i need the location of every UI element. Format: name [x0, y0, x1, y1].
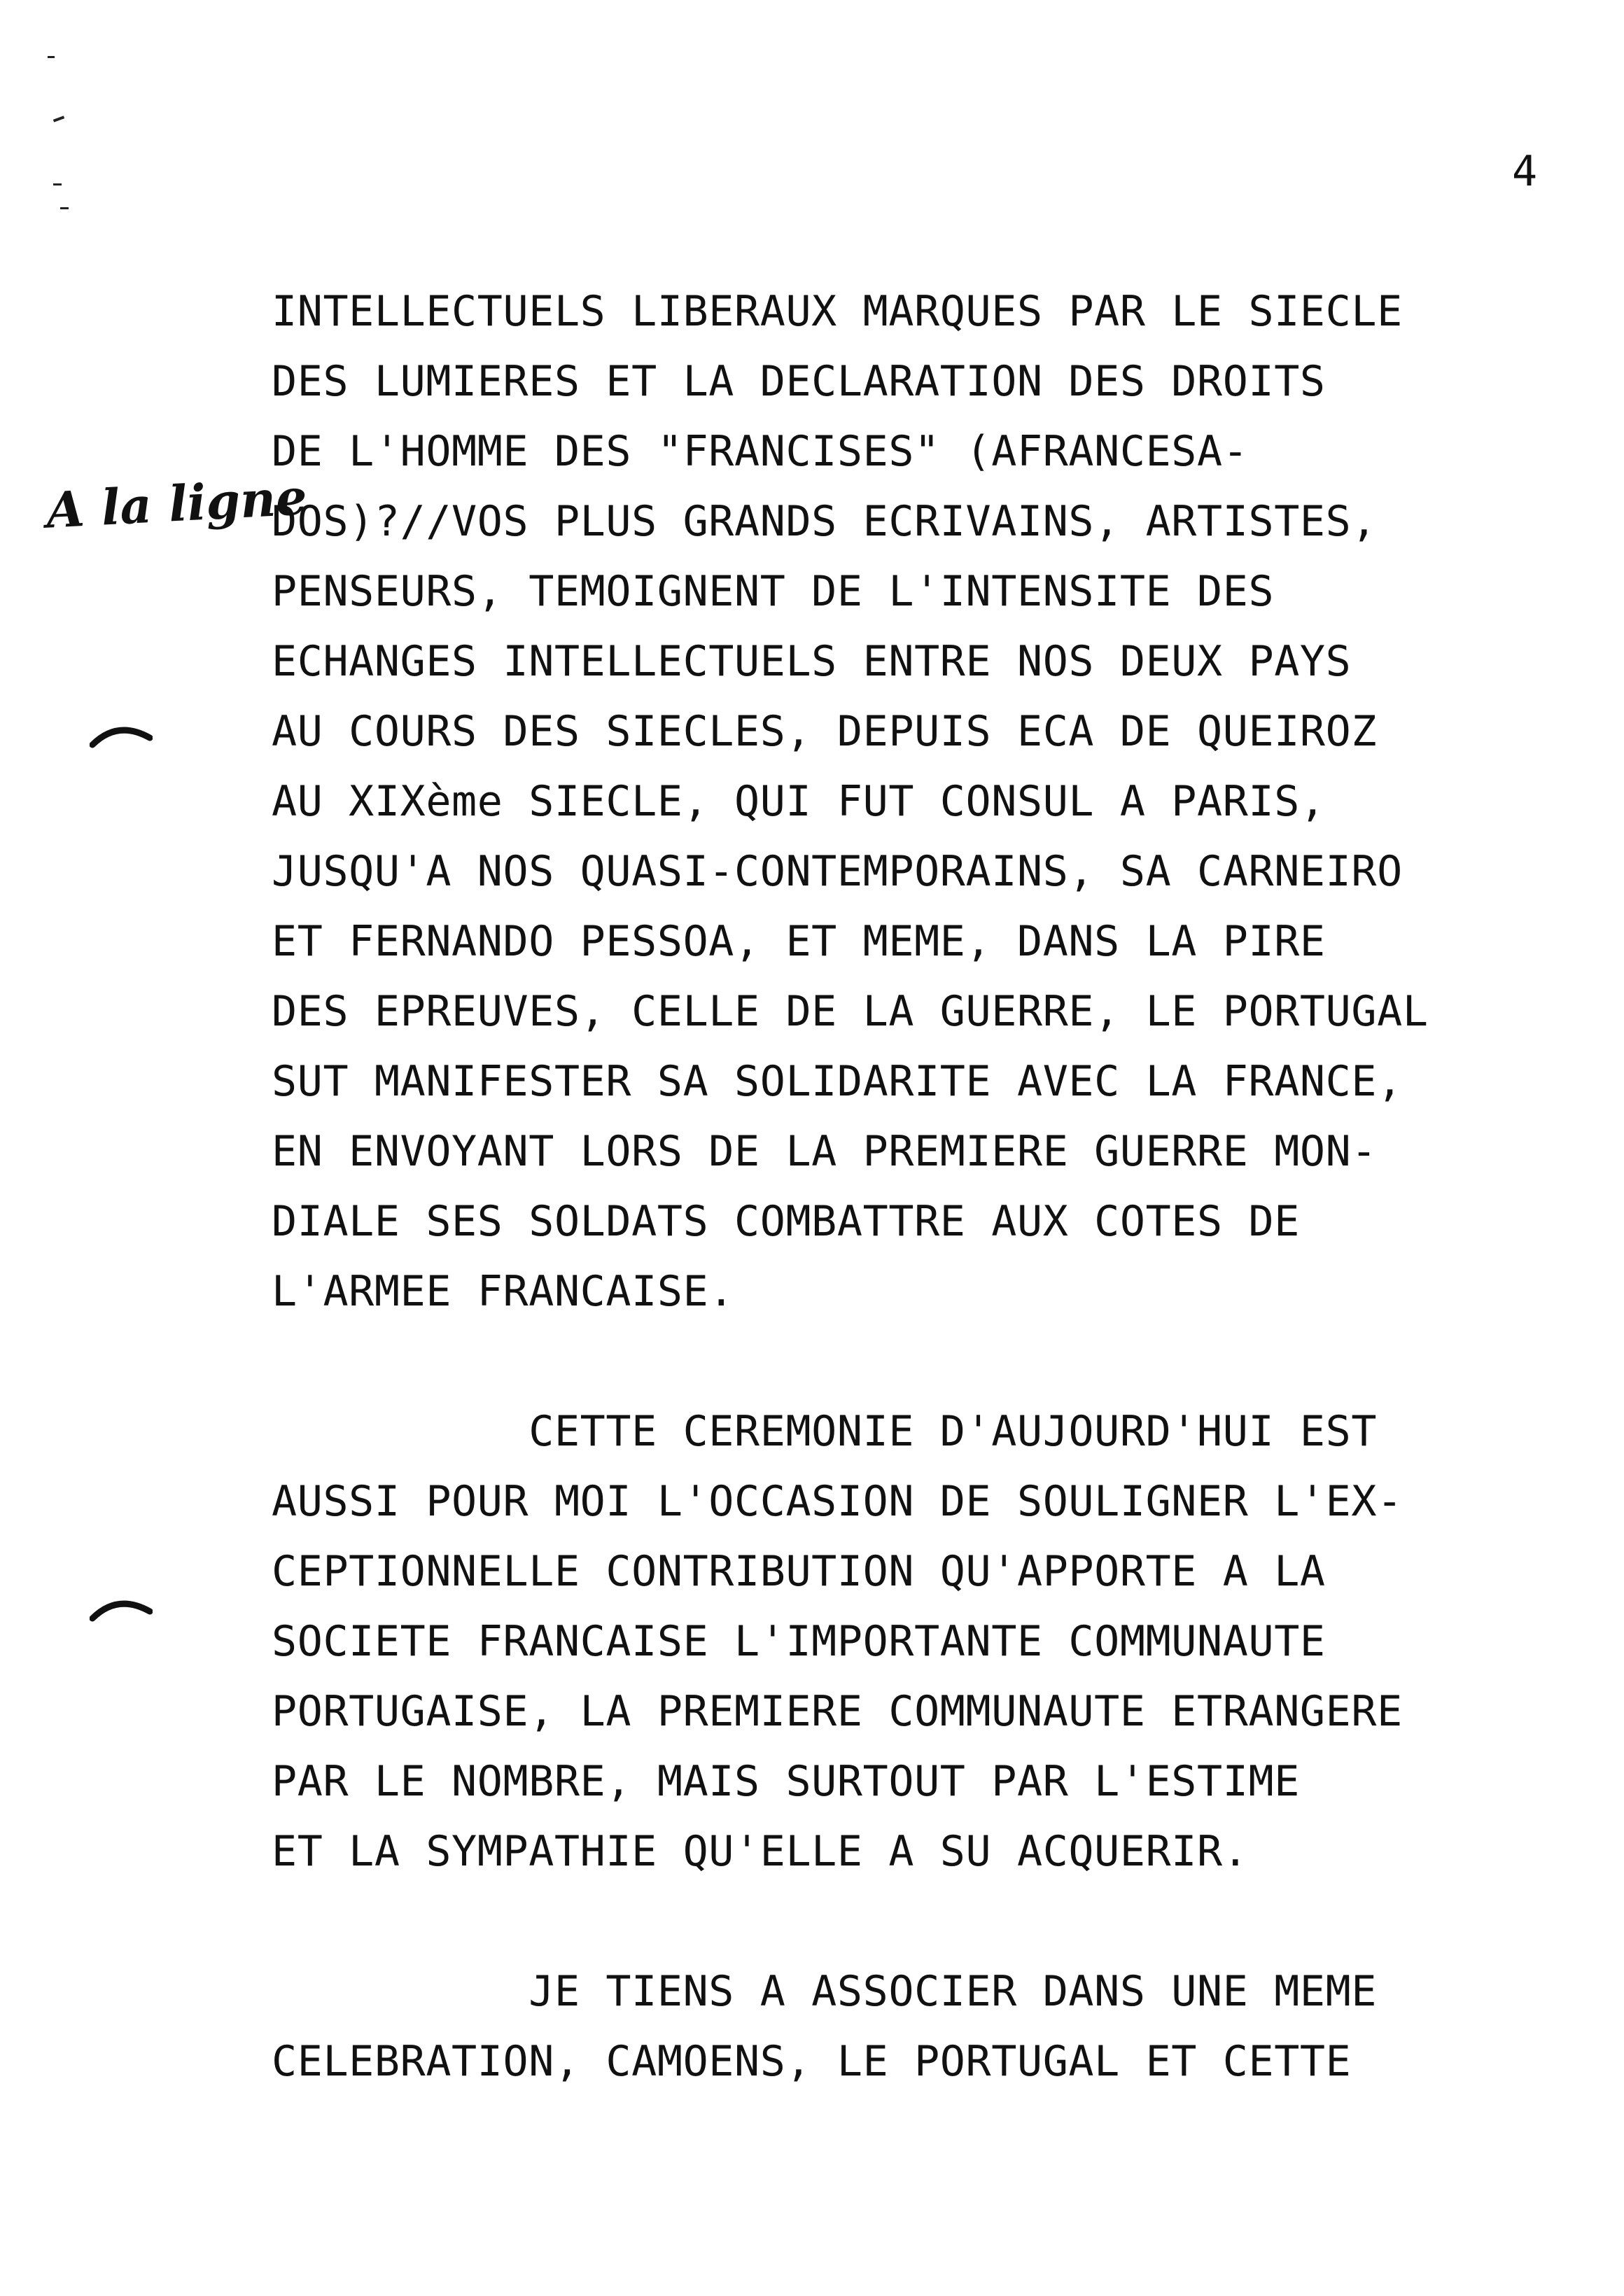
text-line: DES LUMIERES ET LA DECLARATION DES DROITS [272, 357, 1326, 406]
text-line: PENSEURS, TEMOIGNENT DE L'INTENSITE DES [272, 567, 1275, 616]
text-line: JE TIENS A ASSOCIER DANS UNE MEME [272, 1967, 1378, 2016]
text-line: DES EPREUVES, CELLE DE LA GUERRE, LE PORTUGAL [272, 987, 1429, 1036]
text-line: AUSSI POUR MOI L'OCCASION DE SOULIGNER L'EX- [272, 1477, 1403, 1526]
text-line: ET LA SYMPATHIE QU'ELLE A SU ACQUERIR. [272, 1827, 1249, 1876]
text-line: DOS)?//VOS PLUS GRANDS ECRIVAINS, ARTISTES, [272, 497, 1378, 546]
text-line: ET FERNANDO PESSOA, ET MEME, DANS LA PIRE [272, 917, 1326, 966]
text-line: JUSQU'A NOS QUASI-CONTEMPORAINS, SA CARNEIRO [272, 847, 1403, 896]
text-line: PORTUGAISE, LA PREMIERE COMMUNAUTE ETRANGERE [272, 1687, 1403, 1736]
text-line: ECHANGES INTELLECTUELS ENTRE NOS DEUX PAYS [272, 637, 1352, 686]
text-line: DIALE SES SOLDATS COMBATTRE AUX COTES DE [272, 1197, 1300, 1246]
text-line: L'ARMEE FRANCAISE. [272, 1267, 735, 1316]
text-line: INTELLECTUELS LIBERAUX MARQUES PAR LE SIECLE [272, 287, 1403, 336]
text-line: AU COURS DES SIECLES, DEPUIS ECA DE QUEIROZ [272, 707, 1378, 756]
text-line: AU XIXème SIECLE, QUI FUT CONSUL A PARIS, [272, 777, 1326, 826]
paragraph-mark-icon [90, 1595, 153, 1623]
text-line: SOCIETE FRANCAISE L'IMPORTANTE COMMUNAUTE [272, 1617, 1326, 1666]
text-line: CEPTIONNELLE CONTRIBUTION QU'APPORTE A LA [272, 1547, 1326, 1596]
text-line: EN ENVOYANT LORS DE LA PREMIERE GUERRE MON- [272, 1127, 1378, 1176]
text-line: CETTE CEREMONIE D'AUJOURD'HUI EST [272, 1407, 1378, 1456]
page-number: 4 [1512, 147, 1538, 196]
text-line: PAR LE NOMBRE, MAIS SURTOUT PAR L'ESTIME [272, 1757, 1300, 1806]
text-line: DE L'HOMME DES "FRANCISES" (AFRANCESA- [272, 427, 1249, 476]
handwritten-margin-note: A la ligne [45, 468, 309, 540]
text-line: SUT MANIFESTER SA SOLIDARITE AVEC LA FRANCE, [272, 1057, 1403, 1106]
text-line: CELEBRATION, CAMOENS, LE PORTUGAL ET CETTE [272, 2037, 1352, 2086]
